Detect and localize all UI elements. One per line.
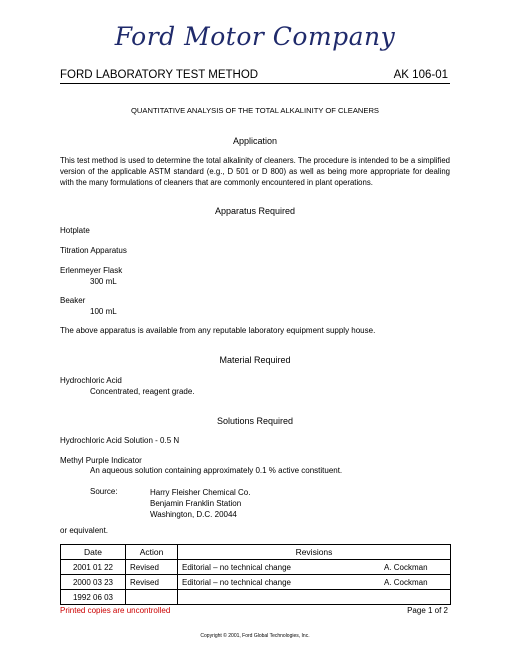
solutions-heading: Solutions Required [216, 416, 294, 426]
col-date: Date [61, 545, 126, 560]
uncontrolled-notice: Printed copies are uncontrolled [60, 606, 171, 615]
document-title: QUANTITATIVE ANALYSIS OF THE TOTAL ALKALINITY OF CLEANERS [131, 106, 379, 115]
document-type: FORD LABORATORY TEST METHOD [60, 69, 259, 81]
row-description: Editorial – no technical change [178, 560, 381, 575]
source-line-1: Harry Fleisher Chemical Co. [150, 488, 251, 497]
document-number: AK 106-01 [393, 69, 448, 81]
page-number: Page 1 of 2 [407, 606, 448, 615]
revision-table [60, 544, 451, 605]
row-author [380, 590, 451, 605]
source-line-2: Benjamin Franklin Station [150, 499, 242, 508]
table-row [61, 590, 451, 605]
material-heading: Material Required [219, 355, 291, 365]
apparatus-hotplate: Hotplate [60, 226, 90, 235]
or-equivalent: or equivalent. [60, 526, 109, 535]
material-hcl: Hydrochloric Acid [60, 376, 122, 385]
apparatus-flask: Erlenmeyer Flask [60, 266, 123, 275]
row-date: 2000 03 23 [61, 575, 126, 590]
copyright: Copyright © 2001, Ford Global Technologies, Inc. [200, 633, 310, 639]
application-heading: Application [232, 136, 278, 146]
row-author: A. Cockman [380, 575, 451, 590]
table-row [61, 575, 451, 590]
solution-indicator: Methyl Purple Indicator [60, 456, 142, 465]
source-label: Source: [90, 487, 118, 496]
table-row [61, 560, 451, 575]
solution-indicator-detail: An aqueous solution containing approximately 0.1 % active constituent. [90, 466, 343, 475]
row-action [126, 590, 178, 605]
col-revisions: Revisions [178, 545, 451, 560]
row-action: Revised [126, 560, 178, 575]
row-action: Revised [126, 575, 178, 590]
apparatus-titration: Titration Apparatus [60, 246, 127, 255]
apparatus-heading: Apparatus Required [214, 206, 296, 216]
col-action: Action [126, 545, 178, 560]
row-description: Editorial – no technical change [178, 575, 381, 590]
source-address [150, 487, 250, 520]
apparatus-note: The above apparatus is available from any reputable laboratory equipment supply house. [60, 326, 376, 335]
revision-header-row [61, 545, 451, 560]
apparatus-beaker: Beaker [60, 296, 86, 305]
apparatus-flask-volume: 300 mL [90, 277, 117, 286]
application-text: This test method is used to determine the total alkalinity of cleaners. The procedure is intended to be a simplified version of the applicable ASTM standard (e.g., D 501 or D 800) as well as being more appropriate for dealing with the many formulations of cleaners that are commonly encountered in plant operations. [60, 156, 450, 187]
ford-logo: Ford Motor Company [114, 22, 396, 51]
row-date: 2001 01 22 [61, 560, 126, 575]
solution-hcl: Hydrochloric Acid Solution - 0.5 N [60, 436, 180, 445]
source-line-3: Washington, D.C. 20044 [150, 510, 237, 519]
row-author: A. Cockman [380, 560, 451, 575]
row-date: 1992 06 03 [61, 590, 126, 605]
apparatus-beaker-volume: 100 mL [90, 307, 117, 316]
row-description [178, 590, 381, 605]
header-rule [60, 83, 450, 84]
material-hcl-grade: Concentrated, reagent grade. [90, 387, 195, 396]
